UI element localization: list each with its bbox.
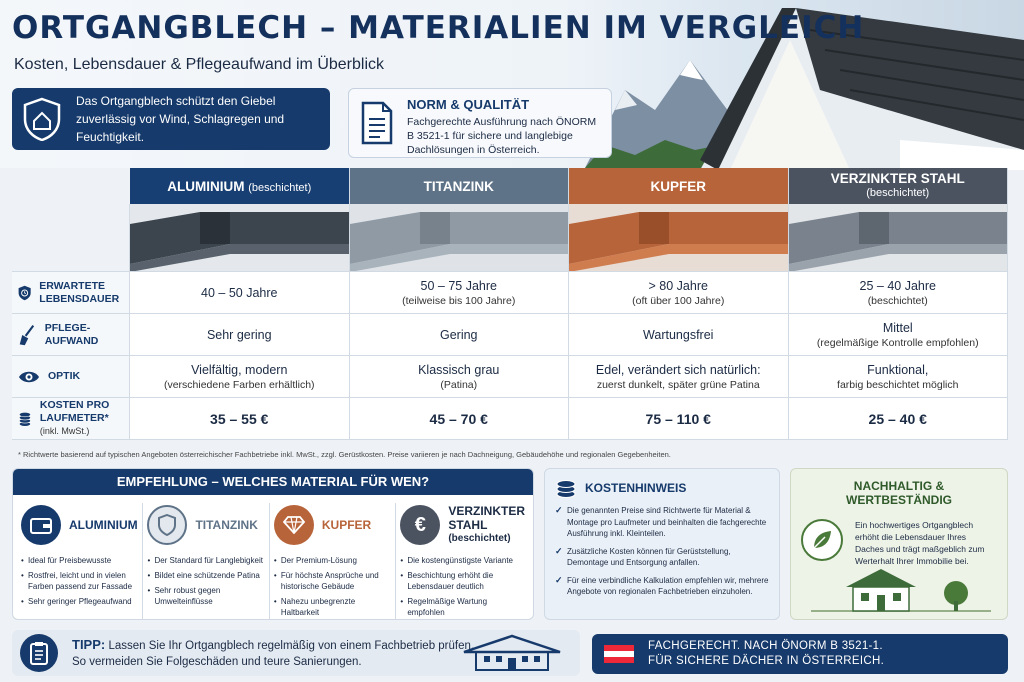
table-cell — [350, 272, 570, 313]
recommendation-aluminium — [17, 503, 143, 620]
eye-icon — [18, 364, 40, 390]
table-cell — [569, 398, 789, 439]
table-cell — [789, 272, 1009, 313]
table-cell — [350, 356, 570, 397]
banner-line-1: FACHGERECHT. NACH ÖNORM B 3521-1. — [648, 640, 883, 652]
shield-clock-icon — [18, 280, 31, 306]
recommendation-point: • Für höchste Ansprüche und historische Gebäude — [274, 570, 391, 592]
row-label-lebensdauer — [12, 272, 130, 313]
banner-line-2: FÜR SICHERE DÄCHER IN ÖSTERREICH. — [648, 655, 885, 667]
shield-icon — [147, 505, 187, 545]
cell-main: Sehr gering — [206, 327, 272, 342]
cost-note-point: ✓ Für eine verbindliche Kalkulation empfehlen wir, mehrere Angebote von regionalen Fachbetrieben einzuholen. — [555, 575, 769, 598]
column-header-aluminium — [130, 168, 350, 204]
column-name: ALUMINIUM — [167, 178, 245, 194]
recommendation-stahl — [396, 503, 529, 620]
table-cell — [130, 314, 350, 355]
table-cell — [350, 398, 570, 439]
recommendation-name: KUPFER — [321, 518, 372, 532]
cell-main: 40 – 50 Jahre — [201, 285, 278, 300]
cell-sub: (oft über 100 Jahre) — [632, 294, 725, 307]
table-cell — [569, 356, 789, 397]
recommendation-name: VERZINKTER STAHL — [448, 504, 525, 532]
protection-text: Das Ortgangblech schützt den Giebel zuverlässig vor Wind, Schlagregen und Feuchtigkeit. — [76, 94, 285, 144]
comparison-table — [12, 168, 1008, 440]
recommendation-name: ALUMINIUM — [69, 518, 138, 532]
image-row-spacer — [12, 204, 130, 271]
cell-main: Klassisch grau — [418, 362, 500, 377]
tip-line-1: Lassen Sie Ihr Ortgangblech regelmäßig von einem Fachbetrieb prüfen. — [108, 639, 475, 652]
coins-icon — [18, 406, 32, 432]
table-header-row — [12, 168, 1008, 204]
norm-text: Fachgerechte Ausführung nach ÖNORM B 3521-1 für sichere und langlebige Dachlösungen in Österreich. — [407, 116, 597, 156]
row-label-text: KOSTEN PRO LAUFMETER* — [39, 399, 110, 424]
tip-line-2: So vermeiden Sie Folgeschäden und teure Sanierungen. — [72, 655, 362, 668]
cost-note-title: KOSTENHINWEIS — [585, 481, 687, 495]
cell-main: 45 – 70 € — [429, 410, 488, 427]
column-name: KUPFER — [650, 178, 706, 194]
row-label-text: ERWARTETE LEBENSDAUER — [39, 279, 120, 305]
aluminium-sample-image — [130, 204, 350, 271]
table-row-optik — [12, 356, 1008, 398]
sustainability-text: Ein hochwertiges Ortgangblech erhöht die Lebensdauer Ihres Daches und trägt maßgeblich zum Werterhalt Ihrer Immobilie bei. — [855, 520, 985, 566]
norm-banner — [592, 634, 1008, 674]
cell-main: Vielfältig, modern — [191, 362, 288, 377]
recommendation-point: • Nahezu unbegrenzte Haltbarkeit — [274, 596, 391, 618]
cell-sub: (verschiedene Farben erhältlich) — [163, 378, 315, 391]
austria-flag-icon — [604, 645, 634, 663]
row-label-pflege — [12, 314, 130, 355]
row-label-text: PFLEGE-AUFWAND — [44, 321, 99, 347]
sustainability-title: NACHHALTIG & WERTBESTÄNDIG — [846, 479, 952, 507]
table-row-kosten — [12, 398, 1008, 440]
recommendation-point: • Der Standard für Langlebigkeit — [147, 555, 264, 566]
cell-main: 25 – 40 € — [868, 410, 927, 427]
recommendation-point: • Rostfrei, leicht und in vielen Farben passend zur Fassade — [21, 570, 138, 592]
norm-title: NORM & QUALITÄT — [407, 97, 530, 112]
table-cell — [789, 398, 1009, 439]
recommendation-kupfer — [270, 503, 396, 620]
cell-main: Funktional, — [867, 362, 929, 377]
recommendation-note: (beschichtet) — [448, 533, 511, 544]
recommendation-title: EMPFEHLUNG – WELCHES MATERIAL FÜR WEN? — [13, 469, 533, 495]
cost-note-point: ✓ Zusätzliche Kosten können für Gerüststellung, Demontage und Entsorgung anfallen. — [555, 546, 769, 569]
table-cell — [130, 356, 350, 397]
row-label-kosten — [12, 398, 130, 439]
recommendation-point: • Ideal für Preisbewusste — [21, 555, 138, 566]
cell-main: 50 – 75 Jahre — [420, 278, 497, 293]
recommendation-name: TITANZINK — [195, 518, 258, 532]
table-cell — [569, 272, 789, 313]
cell-main: Mittel — [882, 320, 913, 335]
page-title: ORTGANGBLECH – MATERIALIEN IM VERGLEICH — [12, 10, 865, 46]
column-note: (beschichtet) — [866, 187, 930, 199]
column-name: TITANZINK — [423, 178, 494, 194]
house-illustration — [811, 565, 991, 615]
table-cell — [789, 356, 1009, 397]
recommendation-point: • Bildet eine schützende Patina — [147, 570, 264, 581]
cost-note-point: ✓ Die genannten Preise sind Richtwerte für Material & Montage pro Laufmeter und beinhalten die fachgerechte Ausführung inkl. Kleinteilen. — [555, 505, 769, 540]
brush-icon — [18, 322, 37, 348]
column-note: (beschichtet) — [248, 181, 312, 194]
cell-sub: (beschichtet) — [867, 294, 928, 307]
recommendation-point: • Regelmäßige Wartung empfohlen — [400, 596, 525, 618]
row-label-optik — [12, 356, 130, 397]
cell-main: Wartungsfrei — [643, 327, 714, 342]
euro-icon: € — [400, 505, 440, 545]
checklist-icon — [20, 634, 58, 672]
cell-sub: farbig beschichtet möglich — [837, 378, 959, 391]
stahl-sample-image — [789, 204, 1009, 271]
column-name: VERZINKTER STAHL — [830, 171, 965, 186]
cell-sub: (regelmäßige Kontrolle empfohlen) — [816, 336, 979, 349]
column-header-kupfer — [569, 168, 789, 204]
material-image-row — [12, 204, 1008, 272]
table-footnote: * Richtwerte basierend auf typischen Angeboten österreichischer Fachbetriebe inkl. MwSt., zzgl. Gerüstkosten. Preise variieren je nach Dachneigung, Gebäudehöhe und regionalen Gegebenheiten. — [18, 450, 671, 459]
wallet-icon — [21, 505, 61, 545]
table-cell — [130, 272, 350, 313]
norm-info-box — [348, 88, 612, 158]
cell-sub: zuerst dunkelt, später grüne Patina — [596, 378, 760, 391]
sustainability-panel — [790, 468, 1008, 620]
cell-main: 35 – 55 € — [210, 410, 269, 427]
house-shield-icon — [22, 97, 62, 141]
table-row-lebensdauer — [12, 272, 1008, 314]
recommendation-panel — [12, 468, 534, 620]
row-label-note: (inkl. MwSt.) — [39, 426, 90, 436]
cell-main: Edel, verändert sich natürlich: — [595, 362, 761, 377]
leaf-icon — [801, 519, 843, 561]
cell-main: Gering — [439, 327, 478, 342]
cost-note-panel — [544, 468, 780, 620]
tip-label: TIPP: — [72, 636, 106, 652]
table-cell — [130, 398, 350, 439]
cell-main: > 80 Jahre — [648, 278, 708, 293]
table-corner — [12, 168, 130, 204]
coins-icon — [555, 477, 577, 499]
column-header-verzinkter-stahl — [789, 168, 1009, 204]
table-cell — [350, 314, 570, 355]
recommendation-point: • Beschichtung erhöht die Lebensdauer deutlich — [400, 570, 525, 592]
table-row-pflege — [12, 314, 1008, 356]
recommendation-titanzink — [143, 503, 269, 620]
cell-sub: (teilweise bis 100 Jahre) — [402, 294, 516, 307]
cell-main: 25 – 40 Jahre — [859, 278, 936, 293]
protection-info-box — [12, 88, 330, 150]
tip-box — [12, 630, 580, 676]
titanzink-sample-image — [350, 204, 570, 271]
house-outline-icon — [462, 634, 562, 672]
column-header-titanzink — [350, 168, 570, 204]
recommendation-point: • Sehr robust gegen Umwelteinflüsse — [147, 585, 264, 607]
kupfer-sample-image — [569, 204, 789, 271]
diamond-icon — [274, 505, 314, 545]
cell-main: 75 – 110 € — [645, 410, 711, 427]
row-label-text: OPTIK — [48, 370, 81, 382]
recommendation-point: • Die kostengünstigste Variante — [400, 555, 525, 566]
table-cell — [789, 314, 1009, 355]
cell-sub: (Patina) — [440, 378, 478, 391]
document-icon — [359, 101, 395, 145]
recommendation-point: • Sehr geringer Pflegeaufwand — [21, 596, 138, 607]
page-subtitle: Kosten, Lebensdauer & Pflegeaufwand im Überblick — [14, 56, 384, 73]
table-cell — [569, 314, 789, 355]
recommendation-point: • Der Premium-Lösung — [274, 555, 391, 566]
